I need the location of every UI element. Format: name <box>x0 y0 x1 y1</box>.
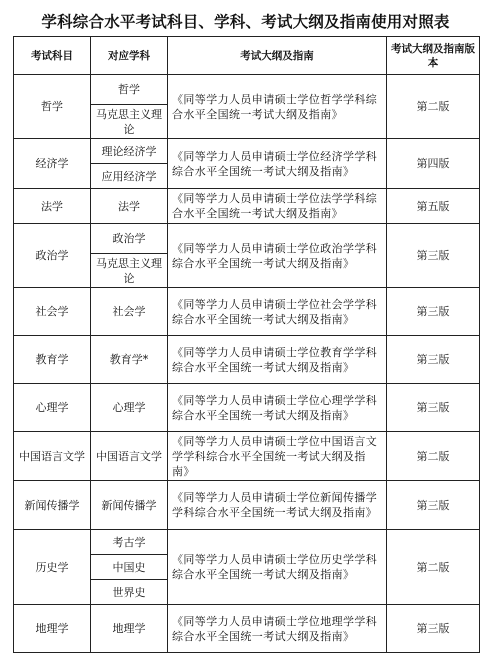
discipline-cell: 马克思主义理论 <box>91 254 168 288</box>
syllabus-cell: 《同等学力人员申请硕士学位社会学学科综合水平全国统一考试大纲及指南》 <box>168 288 387 336</box>
document-title: 学科综合水平考试科目、学科、考试大纲及指南使用对照表 <box>41 13 450 31</box>
discipline-cell: 心理学 <box>91 384 168 432</box>
edition-cell: 第三版 <box>387 336 480 384</box>
table-row <box>14 224 480 254</box>
discipline-cell: 政治学 <box>91 224 168 254</box>
discipline-cell: 社会学 <box>91 288 168 336</box>
table-row <box>14 288 480 336</box>
edition-cell: 第五版 <box>387 189 480 224</box>
syllabus-cell: 《同等学力人员申请硕士学位地理学学科综合水平全国统一考试大纲及指南》 <box>168 605 387 653</box>
subject-cell: 法学 <box>14 189 91 224</box>
subject-cell: 哲学 <box>14 75 91 139</box>
discipline-cell: 哲学 <box>91 75 168 105</box>
subject-cell: 历史学 <box>14 530 91 605</box>
edition-cell: 第三版 <box>387 605 480 653</box>
discipline-cell: 理论经济学 <box>91 139 168 164</box>
discipline-cell: 世界史 <box>91 580 168 605</box>
edition-cell: 第二版 <box>387 432 480 481</box>
subject-cell: 社会学 <box>14 288 91 336</box>
discipline-cell: 考古学 <box>91 530 168 555</box>
subject-cell: 政治学 <box>14 224 91 288</box>
table-row <box>14 75 480 105</box>
subject-cell: 经济学 <box>14 139 91 189</box>
edition-cell: 第三版 <box>387 224 480 288</box>
syllabus-cell: 《同等学力人员申请硕士学位中国语言文学学科综合水平全国统一考试大纲及指南》 <box>168 432 387 481</box>
table-row <box>14 530 480 555</box>
discipline-cell: 应用经济学 <box>91 164 168 189</box>
table-row <box>14 432 480 481</box>
syllabus-cell: 《同等学力人员申请硕士学位哲学学科综合水平全国统一考试大纲及指南》 <box>168 75 387 139</box>
edition-cell: 第二版 <box>387 530 480 605</box>
header-discipline: 对应学科 <box>91 37 168 75</box>
syllabus-cell: 《同等学力人员申请硕士学位新闻传播学学科综合水平全国统一考试大纲及指南》 <box>168 481 387 530</box>
subject-cell: 教育学 <box>14 336 91 384</box>
discipline-cell: 地理学 <box>91 605 168 653</box>
edition-cell: 第三版 <box>387 288 480 336</box>
subject-cell: 中国语言文学 <box>14 432 91 481</box>
syllabus-cell: 《同等学力人员申请硕士学位教育学学科综合水平全国统一考试大纲及指南》 <box>168 336 387 384</box>
discipline-cell: 法学 <box>91 189 168 224</box>
edition-cell: 第三版 <box>387 384 480 432</box>
table-row <box>14 605 480 653</box>
table-row <box>14 384 480 432</box>
syllabus-cell: 《同等学力人员申请硕士学位法学学科综合水平全国统一考试大纲及指南》 <box>168 189 387 224</box>
discipline-cell: 马克思主义理论 <box>91 105 168 139</box>
syllabus-cell: 《同等学力人员申请硕士学位经济学学科综合水平全国统一考试大纲及指南》 <box>168 139 387 189</box>
header-subject: 考试科目 <box>14 37 91 75</box>
table-row <box>14 336 480 384</box>
header-syllabus: 考试大纲及指南 <box>168 37 387 75</box>
syllabus-cell: 《同等学力人员申请硕士学位历史学学科综合水平全国统一考试大纲及指南》 <box>168 530 387 605</box>
discipline-cell: 中国语言文学 <box>91 432 168 481</box>
subject-cell: 心理学 <box>14 384 91 432</box>
header-edition: 考试大纲及指南版本 <box>387 37 480 75</box>
discipline-cell: 中国史 <box>91 555 168 580</box>
table-row <box>14 481 480 530</box>
table-row <box>14 189 480 224</box>
edition-cell: 第四版 <box>387 139 480 189</box>
header-row <box>14 37 480 75</box>
discipline-cell: 新闻传播学 <box>91 481 168 530</box>
syllabus-cell: 《同等学力人员申请硕士学位政治学学科综合水平全国统一考试大纲及指南》 <box>168 224 387 288</box>
table-row <box>14 139 480 164</box>
subject-cell: 地理学 <box>14 605 91 653</box>
edition-cell: 第三版 <box>387 481 480 530</box>
syllabus-cell: 《同等学力人员申请硕士学位心理学学科综合水平全国统一考试大纲及指南》 <box>168 384 387 432</box>
mapping-table <box>13 36 480 653</box>
subject-cell: 新闻传播学 <box>14 481 91 530</box>
edition-cell: 第二版 <box>387 75 480 139</box>
discipline-cell: 教育学* <box>91 336 168 384</box>
